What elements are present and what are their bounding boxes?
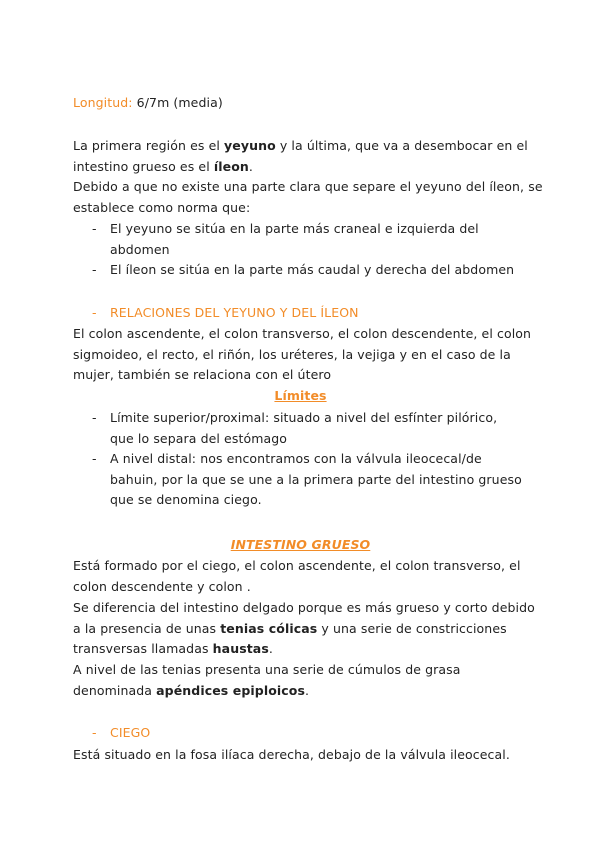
dash-marker: - [92, 410, 97, 425]
longitud-line [73, 93, 543, 114]
list-item-text: A nivel distal: nos encontramos con la válvula ileocecal/de bahuin, por la que se une a la primera parte del intestino grueso que se denomina ciego. [110, 451, 522, 507]
dash-marker: - [92, 262, 97, 277]
ciego-heading-text: CIEGO [110, 725, 151, 740]
list-item [92, 219, 522, 260]
list-item-text: Límite superior/proximal: situado a nivel del esfínter pilórico, que lo separa del estómago [110, 410, 498, 446]
longitud-label: Longitud: [73, 95, 133, 110]
intestino-grueso-p1: Está formado por el ciego, el colon ascendente, el colon transverso, el colon descendente y colon . [73, 558, 521, 594]
norma-list [92, 219, 522, 281]
dash-marker: - [92, 305, 97, 320]
intestino-grueso-p2 [73, 598, 543, 660]
intro-text-4: Debido a que no existe una parte clara que separe el yeyuno del íleon, se establece como norma que: [73, 179, 543, 215]
relaciones-heading [92, 303, 359, 324]
p2-text-c: y una serie de constricciones transversas llamadas [73, 620, 507, 656]
ciego-paragraph: Está situado en la fosa ilíaca derecha, debajo de la válvula ileocecal. [73, 747, 510, 762]
list-item [92, 408, 522, 449]
p2-text-d: . [268, 641, 273, 656]
dash-marker: - [92, 451, 97, 466]
intestino-grueso-p3 [73, 660, 543, 701]
term-apendices-epiploicos: apéndices epiploicos [156, 682, 306, 698]
p2-text-a: Se diferencia del intestino delgado porque es más grueso y corto debido a la presencia de unas [73, 600, 535, 636]
p3-text-c: . [305, 682, 310, 698]
intestino-grueso-heading: INTESTINO GRUESO [230, 537, 371, 552]
limites-heading: Límites [274, 388, 327, 403]
list-item [92, 260, 522, 281]
term-tenias-colicas: tenias cólicas [220, 620, 318, 636]
longitud-value: 6/7m (media) [132, 95, 223, 110]
intro-text-2: y la última, que va a desembocar en el intestino grueso es el [73, 138, 528, 174]
relaciones-paragraph: El colon ascendente, el colon transverso, el colon descendente, el colon sigmoideo, el recto, el riñón, los uréteres, la vejiga y en el caso de la mujer, también se relaciona con el útero [73, 326, 532, 382]
ciego-heading [92, 723, 150, 744]
p3-text-a: A nivel de las tenias presenta una serie de cúmulos de grasa denominada [73, 662, 461, 698]
limites-list [92, 408, 522, 511]
relaciones-heading-text: RELACIONES DEL YEYUNO Y DEL ÍLEON [110, 305, 359, 320]
dash-marker: - [92, 725, 97, 740]
term-ileon: íleon [213, 158, 249, 174]
intro-text-1: La primera región es el [73, 138, 225, 153]
list-item [92, 449, 522, 511]
term-yeyuno: yeyuno [224, 138, 276, 153]
intro-paragraph [73, 136, 543, 218]
intro-text-3: . [248, 158, 253, 174]
term-haustas: haustas [212, 641, 269, 656]
dash-marker: - [92, 221, 97, 236]
list-item-text: El yeyuno se sitúa en la parte más craneal e izquierda del abdomen [110, 221, 479, 257]
list-item-text: El íleon se sitúa en la parte más caudal y derecha del abdomen [110, 262, 515, 277]
